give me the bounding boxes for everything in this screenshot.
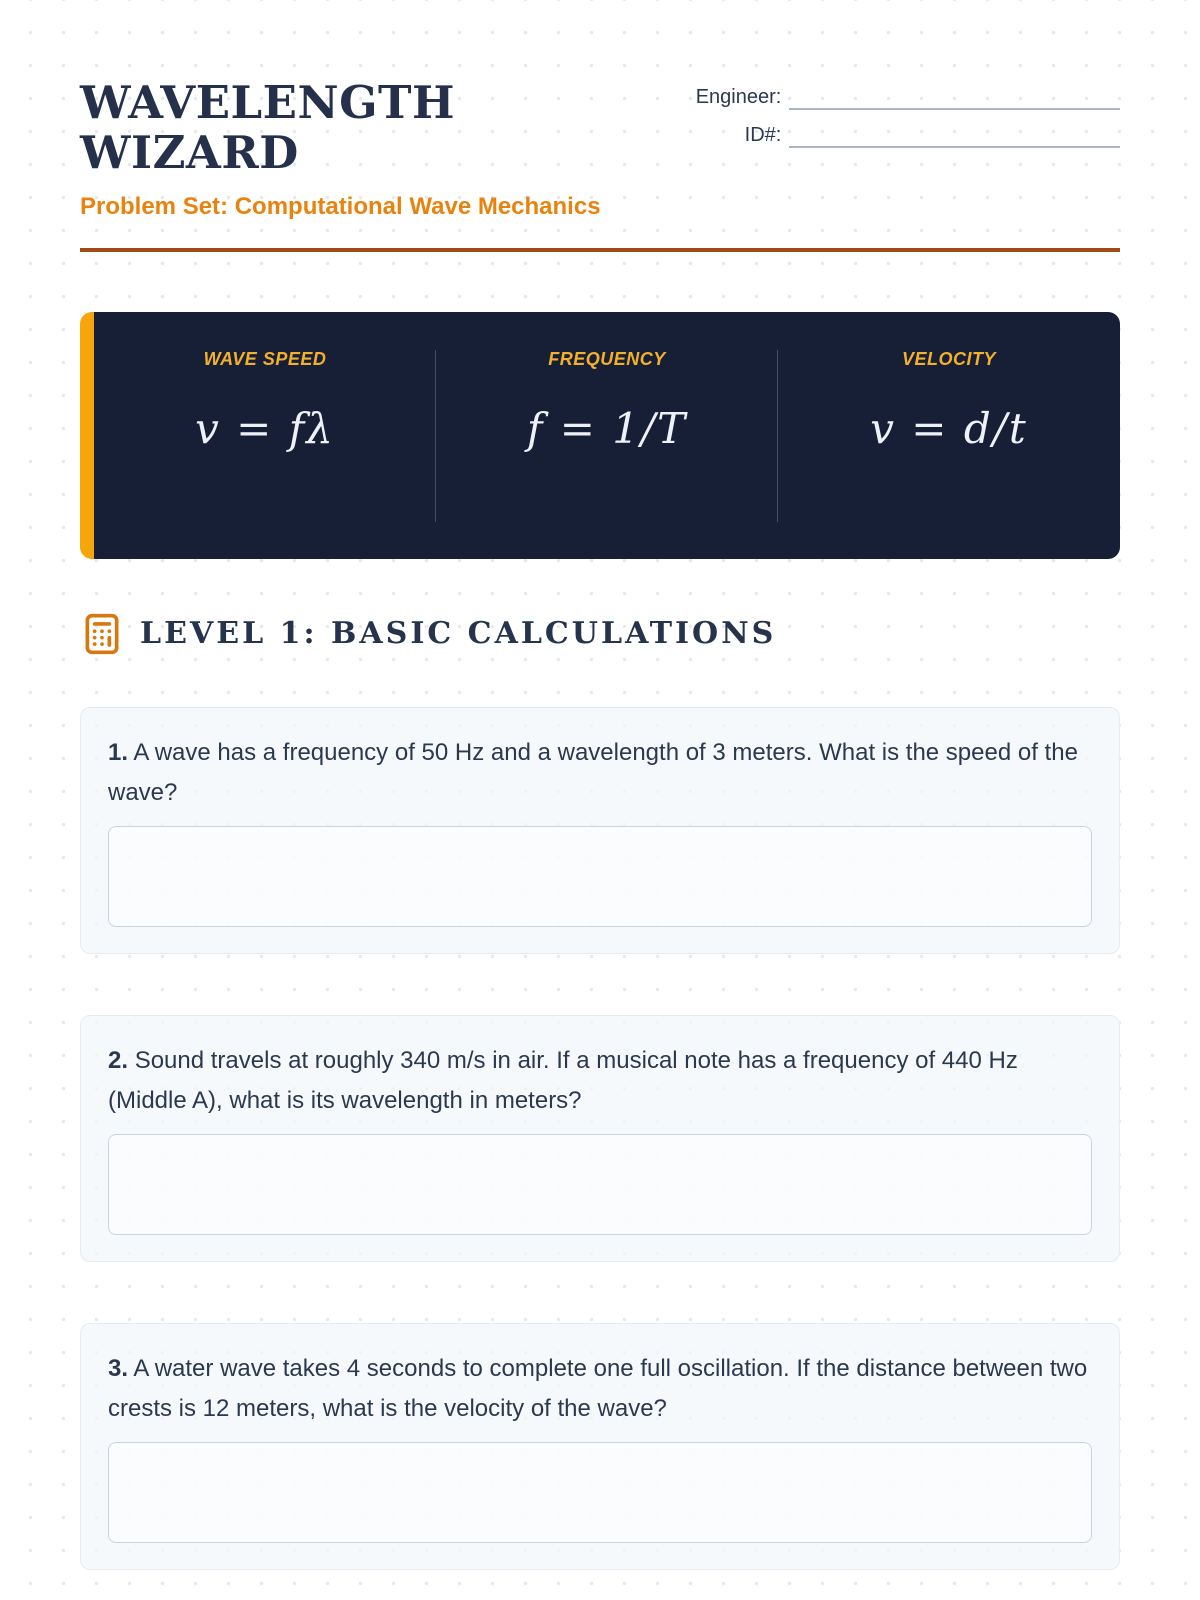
problem-list	[80, 707, 1120, 1570]
id-label: ID#:	[744, 124, 782, 146]
problem-text: Sound travels at roughly 340 m/s in air. If a musical note has a frequency of 440 Hz (Middle A), what is its wavelength in meters?	[108, 1046, 1018, 1114]
header-divider	[80, 248, 1120, 252]
problem-card-3	[80, 1323, 1120, 1570]
problem-card-2	[80, 1015, 1120, 1262]
problem-card-1	[80, 707, 1120, 954]
problem-text: A wave has a frequency of 50 Hz and a wavelength of 3 meters. What is the speed of the wave?	[108, 738, 1078, 806]
problem-text: A water wave takes 4 seconds to complete one full oscillation. If the distance between two crests is 12 meters, what is the velocity of the wave?	[108, 1354, 1088, 1422]
problem-statement	[108, 1349, 1088, 1429]
problem-statement	[108, 733, 1088, 813]
id-field-line[interactable]	[789, 124, 1120, 148]
problem-statement	[108, 1041, 1088, 1121]
id-field-row	[685, 122, 1120, 148]
formula-label: FREQUENCY	[548, 348, 666, 369]
problem-number: 2.	[108, 1046, 129, 1074]
answer-box-2[interactable]	[108, 1134, 1092, 1235]
page-title: WAVELENGTH WIZARD	[80, 76, 456, 180]
formula-label: WAVE SPEED	[203, 348, 327, 369]
formula-text: v = d/t	[870, 403, 1028, 453]
engineer-label: Engineer:	[695, 86, 782, 108]
formula-reference-card	[80, 312, 1120, 559]
header	[80, 78, 1120, 222]
formula-frequency	[436, 350, 778, 559]
engineer-field-row	[685, 84, 1120, 110]
formula-velocity	[778, 350, 1120, 559]
title-block	[80, 78, 685, 222]
engineer-field-line[interactable]	[789, 86, 1120, 110]
answer-box-1[interactable]	[108, 826, 1092, 927]
formula-text: v = fλ	[195, 403, 335, 453]
problem-number: 3.	[108, 1354, 129, 1382]
formula-text: f = 1/T	[526, 403, 688, 453]
answer-box-3[interactable]	[108, 1442, 1092, 1543]
section-title: LEVEL 1: BASIC CALCULATIONS	[140, 615, 777, 651]
problem-number: 1.	[108, 738, 129, 766]
formula-wave-speed	[94, 350, 436, 559]
formula-label: VELOCITY	[901, 348, 996, 369]
page-subtitle: Problem Set: Computational Wave Mechanics	[80, 192, 601, 220]
name-fields	[685, 78, 1120, 160]
section-heading	[80, 610, 1120, 658]
calculator-icon	[80, 612, 124, 656]
